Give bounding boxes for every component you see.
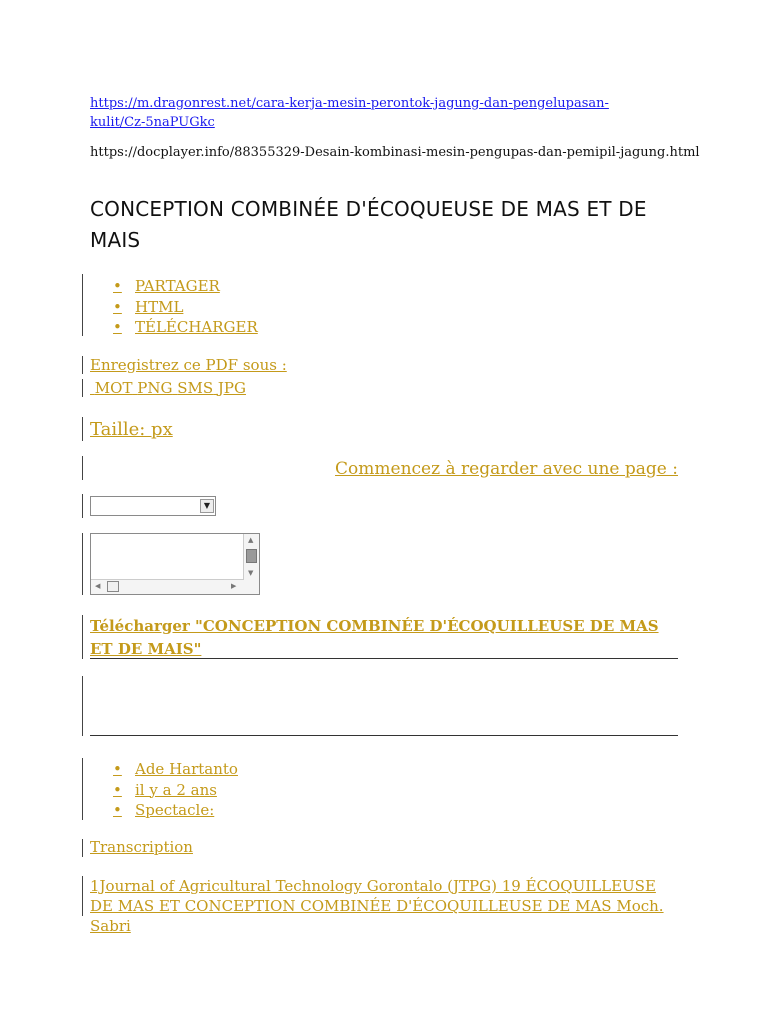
left-border <box>82 676 83 736</box>
page-select[interactable] <box>90 496 216 516</box>
meta-list <box>113 759 238 821</box>
scroll-up-icon[interactable]: ▲ <box>248 536 254 544</box>
horizontal-scrollbar[interactable] <box>91 579 244 594</box>
share-menu-item[interactable]: • HTML <box>113 297 184 316</box>
author-item[interactable]: • Ade Hartanto <box>113 760 238 778</box>
source-link-dragonrest[interactable]: https://m.dragonrest.net/cara-kerja-mesin-perontok-jagung-dan-pengelupasan-kulit/Cz-5naPUGkc <box>90 96 609 130</box>
share-menu-item[interactable]: • PARTAGER <box>113 277 220 295</box>
size-label: Taille: px <box>90 419 173 440</box>
start-page-label: Commencez à regarder avec une page : <box>335 459 678 479</box>
scroll-corner <box>244 580 259 594</box>
source-link-docplayer: https://docplayer.info/88355329-Desain-kombinasi-mesin-pengupas-dan-pemipil-jagung.html <box>90 145 700 160</box>
vertical-scrollbar[interactable] <box>243 534 259 580</box>
left-border <box>82 356 83 374</box>
left-border <box>82 379 83 397</box>
page-textarea[interactable] <box>90 533 260 595</box>
left-border <box>82 533 83 595</box>
date-item: • il y a 2 ans <box>113 780 217 799</box>
transcription-label[interactable]: Transcription <box>90 838 193 856</box>
chevron-down-icon[interactable]: ▼ <box>200 499 214 513</box>
views-item: • Spectacle: <box>113 801 215 819</box>
format-link-sms[interactable]: SMS <box>177 379 214 397</box>
share-menu-item[interactable]: • TÉLÉCHARGER <box>113 318 258 336</box>
format-links <box>90 379 246 397</box>
scroll-thumb[interactable] <box>246 549 257 563</box>
left-border <box>82 615 83 659</box>
share-menu <box>113 276 258 338</box>
transcription-text: 1Journal of Agricultural Technology Gorontalo (JTPG) 19 ÉCOQUILLEUSE DE MAS ET CONCEPTION COMBINÉE D'ÉCOQUILLEUSE DE MAS Moch. Sabri <box>90 877 664 935</box>
left-border <box>82 456 83 480</box>
format-link-mot[interactable]: MOT <box>94 379 133 397</box>
divider <box>90 658 678 659</box>
format-link-jpg[interactable]: JPG <box>217 379 247 397</box>
format-link-png[interactable]: PNG <box>137 379 173 397</box>
divider <box>90 735 678 736</box>
scroll-right-icon[interactable]: ▶ <box>231 582 237 590</box>
scroll-thumb[interactable] <box>107 581 119 592</box>
left-border <box>82 839 83 857</box>
scroll-down-icon[interactable]: ▼ <box>248 569 254 577</box>
scroll-left-icon[interactable]: ◀ <box>95 582 101 590</box>
download-title-link[interactable]: Télécharger "CONCEPTION COMBINÉE D'ÉCOQUILLEUSE DE MAS ET DE MAIS" <box>90 617 659 658</box>
left-border <box>82 494 83 518</box>
left-border <box>82 758 83 820</box>
page-title: CONCEPTION COMBINÉE D'ÉCOQUEUSE DE MAS ET DE MAIS <box>90 197 647 252</box>
left-border <box>82 876 83 916</box>
left-border <box>82 417 83 441</box>
left-border <box>82 274 83 336</box>
save-as-label: Enregistrez ce PDF sous : <box>90 356 287 374</box>
